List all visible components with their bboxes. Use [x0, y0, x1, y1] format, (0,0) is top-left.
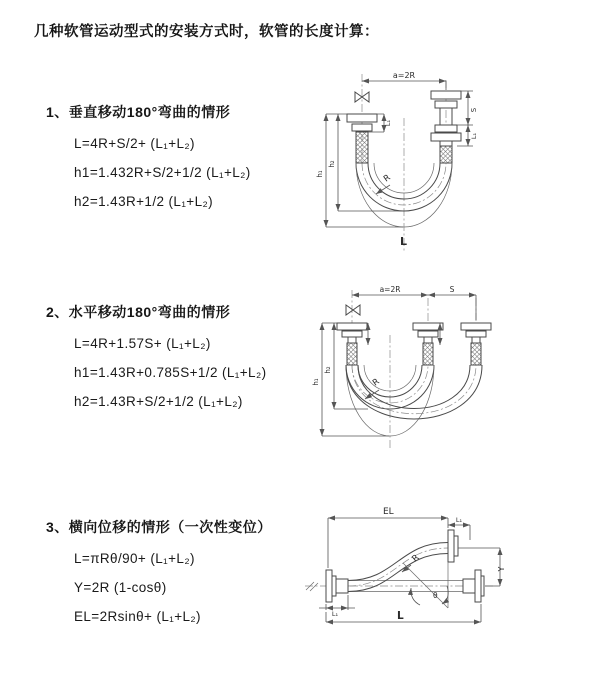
section-horizontal-movement: [46, 302, 266, 409]
diagram-horizontal-ubend: [306, 280, 591, 470]
dim-label-a2r: a=2R: [392, 71, 416, 80]
dim-label-theta: θ: [433, 591, 438, 600]
dim-label-h2: h₂: [324, 366, 332, 374]
dim-label-h1: h₁: [316, 170, 324, 178]
hose-drawing: [326, 530, 484, 602]
formula-line: Y=2R (1-cosθ): [74, 580, 167, 595]
dim-label-l1-top: L₁: [455, 516, 463, 524]
page-title: 几种软管运动型式的安装方式时，软管的长度计算：: [34, 24, 379, 40]
dim-label-r: R: [381, 172, 393, 185]
formula-line: L=4R+S/2+ (L₁+L₂): [74, 136, 195, 151]
formula-line: L=4R+1.57S+ (L₁+L₂): [74, 336, 211, 351]
section-2-heading: 2、水平移动180°弯曲的情形: [46, 304, 231, 320]
diagram-vertical-ubend: [306, 66, 591, 261]
dim-label-s: S: [470, 107, 478, 113]
dim-label-l: L: [400, 235, 408, 248]
dim-label-l: L: [397, 610, 404, 622]
formula-line: h1=1.432R+S/2+1/2 (L₁+L₂): [74, 165, 251, 180]
dim-label-l1-bottom: L₁: [331, 610, 339, 618]
dim-label-y: Y: [497, 566, 506, 572]
formula-line: h1=1.43R+0.785S+1/2 (L₁+L₂): [74, 365, 267, 380]
formula-line: EL=2Rsinθ+ (L₁+L₂): [74, 609, 201, 624]
formula-line: h2=1.43R+S/2+1/2 (L₁+L₂): [74, 394, 243, 409]
section-lateral-displacement: [46, 517, 272, 624]
dim-label-r: R: [370, 376, 382, 389]
dim-label-h1: h₁: [312, 378, 320, 386]
centerlines: [362, 74, 446, 252]
dim-label-a2r: a=2R: [379, 285, 401, 294]
dimension-lines: [319, 507, 506, 622]
dim-label-el: EL: [383, 507, 394, 517]
section-vertical-movement: [46, 102, 251, 209]
dimension-lines: [312, 285, 476, 436]
diagram-lateral-scurve: [295, 500, 595, 655]
dim-label-l1-left: L₁: [384, 119, 392, 127]
dim-label-h2: h₂: [328, 160, 336, 168]
section-1-heading: 1、垂直移动180°弯曲的情形: [46, 104, 231, 120]
dim-label-r: R: [410, 552, 422, 565]
valve-icon: [346, 305, 360, 315]
dim-label-s: S: [449, 285, 455, 294]
formula-line: h2=1.43R+1/2 (L₁+L₂): [74, 194, 214, 209]
section-3-heading: 3、横向位移的情形（一次性变位）: [46, 519, 272, 535]
dim-label-l1-right: L₁: [470, 132, 478, 140]
hose-drawing: [337, 323, 491, 436]
formula-line: L=πRθ/90+ (L₁+L₂): [74, 551, 195, 566]
